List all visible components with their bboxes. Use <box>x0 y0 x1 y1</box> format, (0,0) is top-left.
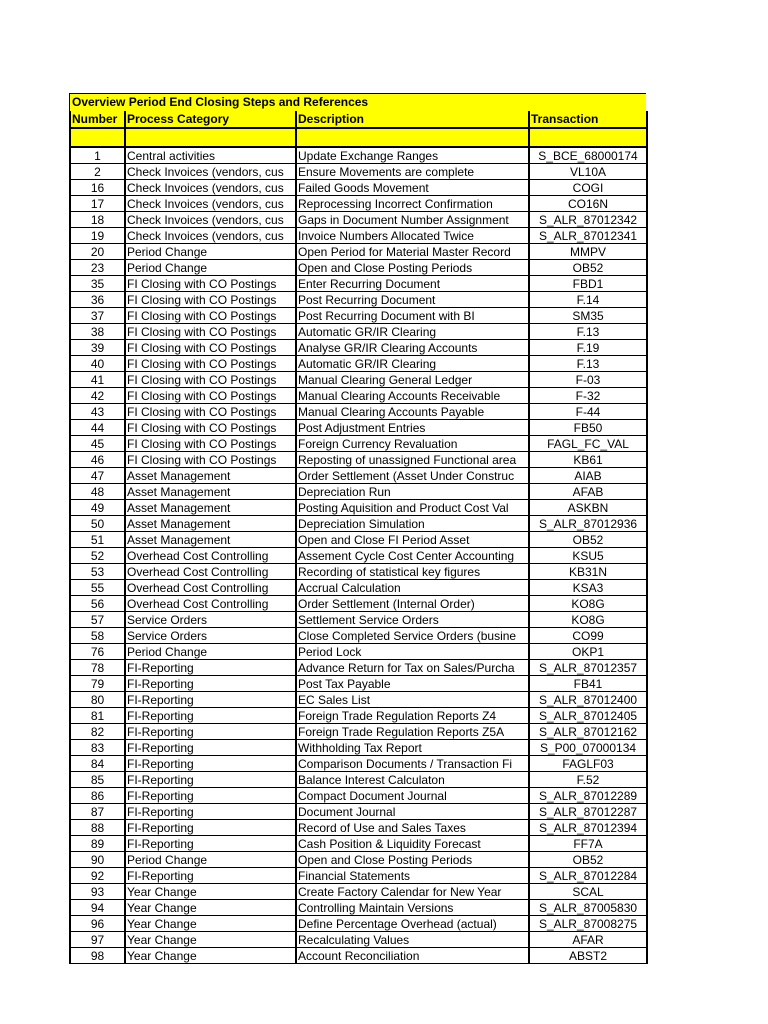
table-row <box>70 196 647 212</box>
cell-number[interactable]: 37 <box>70 308 125 324</box>
cell-description[interactable]: Ensure Movements are complete <box>296 164 529 180</box>
cell-number[interactable]: 2 <box>70 164 125 180</box>
table-row <box>70 292 647 308</box>
cell-description[interactable]: Compact Document Journal <box>296 788 529 804</box>
cell-number[interactable]: 50 <box>70 516 125 532</box>
cell-description[interactable]: Period Lock <box>296 644 529 660</box>
cell-number[interactable]: 36 <box>70 292 125 308</box>
cell-process-category[interactable]: Period Change <box>125 852 296 868</box>
cell-number[interactable]: 86 <box>70 788 125 804</box>
table-row <box>70 676 647 692</box>
cell-number[interactable]: 16 <box>70 180 125 196</box>
cell-transaction[interactable]: AFAR <box>529 932 647 948</box>
cell-number[interactable]: 19 <box>70 228 125 244</box>
cell-description[interactable]: Manual Clearing General Ledger <box>296 372 529 388</box>
table-row <box>70 612 647 628</box>
cell-description[interactable]: Manual Clearing Accounts Payable <box>296 404 529 420</box>
cell-process-category[interactable]: Asset Management <box>125 468 296 484</box>
cell-description[interactable]: Withholding Tax Report <box>296 740 529 756</box>
cell-number[interactable]: 45 <box>70 436 125 452</box>
cell-description[interactable]: Order Settlement (Internal Order) <box>296 596 529 612</box>
cell-description[interactable]: Manual Clearing Accounts Receivable <box>296 388 529 404</box>
cell-transaction[interactable]: OB52 <box>529 852 647 868</box>
cell-description[interactable]: Cash Position & Liquidity Forecast <box>296 836 529 852</box>
cell-description[interactable]: EC Sales List <box>296 692 529 708</box>
table-row <box>70 884 647 900</box>
cell-description[interactable]: Create Factory Calendar for New Year <box>296 884 529 900</box>
cell-transaction[interactable]: FB41 <box>529 676 647 692</box>
cell-number[interactable]: 20 <box>70 244 125 260</box>
cell-process-category[interactable]: Check Invoices (vendors, cus <box>125 212 296 228</box>
cell-number[interactable]: 43 <box>70 404 125 420</box>
cell-number[interactable]: 84 <box>70 756 125 772</box>
table-row <box>70 804 647 820</box>
cell-number[interactable]: 55 <box>70 580 125 596</box>
cell-process-category[interactable]: Asset Management <box>125 532 296 548</box>
cell-description[interactable]: Account Reconciliation <box>296 948 529 964</box>
cell-process-category[interactable]: FI Closing with CO Postings <box>125 276 296 292</box>
cell-transaction[interactable]: FB50 <box>529 420 647 436</box>
header-row <box>70 111 647 128</box>
cell-transaction[interactable]: FF7A <box>529 836 647 852</box>
cell-number[interactable]: 83 <box>70 740 125 756</box>
cell-number[interactable]: 38 <box>70 324 125 340</box>
cell-number[interactable]: 93 <box>70 884 125 900</box>
cell-number[interactable]: 90 <box>70 852 125 868</box>
cell-process-category[interactable]: Period Change <box>125 644 296 660</box>
cell-process-category[interactable]: FI-Reporting <box>125 868 296 884</box>
cell-number[interactable]: 40 <box>70 356 125 372</box>
cell-process-category[interactable]: FI-Reporting <box>125 756 296 772</box>
cell-description[interactable]: Open Period for Material Master Record <box>296 244 529 260</box>
cell-transaction[interactable]: KB61 <box>529 452 647 468</box>
table-row <box>70 308 647 324</box>
cell-transaction[interactable]: OKP1 <box>529 644 647 660</box>
cell-transaction[interactable]: KSU5 <box>529 548 647 564</box>
cell-process-category[interactable]: Check Invoices (vendors, cus <box>125 196 296 212</box>
cell-process-category[interactable]: FI Closing with CO Postings <box>125 420 296 436</box>
cell-transaction[interactable]: S_ALR_87012289 <box>529 788 647 804</box>
cell-description[interactable]: Depreciation Simulation <box>296 516 529 532</box>
cell-process-category[interactable]: FI-Reporting <box>125 692 296 708</box>
table-row <box>70 452 647 468</box>
cell-transaction[interactable]: S_ALR_87012394 <box>529 820 647 836</box>
table-row <box>70 628 647 644</box>
cell-description[interactable]: Reposting of unassigned Functional area <box>296 452 529 468</box>
cell-description[interactable]: Define Percentage Overhead (actual) <box>296 916 529 932</box>
cell-process-category[interactable]: FI-Reporting <box>125 740 296 756</box>
cell-number[interactable]: 82 <box>70 724 125 740</box>
cell-process-category[interactable]: Period Change <box>125 244 296 260</box>
cell-description[interactable]: Foreign Currency Revaluation <box>296 436 529 452</box>
closing-steps-table <box>69 111 648 964</box>
cell-transaction[interactable]: S_ALR_87012400 <box>529 692 647 708</box>
cell-process-category[interactable]: Check Invoices (vendors, cus <box>125 164 296 180</box>
table-row <box>70 740 647 756</box>
cell-number[interactable]: 53 <box>70 564 125 580</box>
cell-description[interactable]: Assement Cycle Cost Center Accounting <box>296 548 529 564</box>
cell-process-category[interactable]: Asset Management <box>125 500 296 516</box>
cell-number[interactable]: 52 <box>70 548 125 564</box>
cell-transaction[interactable]: F.14 <box>529 292 647 308</box>
blank-cell[interactable] <box>296 128 529 147</box>
table-row <box>70 372 647 388</box>
cell-number[interactable]: 97 <box>70 932 125 948</box>
cell-process-category[interactable]: Year Change <box>125 916 296 932</box>
table-row <box>70 852 647 868</box>
cell-process-category[interactable]: FI-Reporting <box>125 804 296 820</box>
table-row <box>70 564 647 580</box>
cell-number[interactable]: 76 <box>70 644 125 660</box>
cell-number[interactable]: 39 <box>70 340 125 356</box>
cell-transaction[interactable]: FAGLF03 <box>529 756 647 772</box>
cell-description[interactable]: Foreign Trade Regulation Reports Z4 <box>296 708 529 724</box>
table-row <box>70 756 647 772</box>
cell-description[interactable]: Foreign Trade Regulation Reports Z5A <box>296 724 529 740</box>
cell-number[interactable]: 96 <box>70 916 125 932</box>
cell-transaction[interactable]: F.13 <box>529 324 647 340</box>
table-body <box>70 147 647 964</box>
cell-process-category[interactable]: Year Change <box>125 884 296 900</box>
cell-process-category[interactable]: FI Closing with CO Postings <box>125 356 296 372</box>
cell-transaction[interactable]: S_BCE_68000174 <box>529 147 647 164</box>
header-description[interactable]: Description <box>296 111 529 128</box>
cell-transaction[interactable]: S_ALR_87012162 <box>529 724 647 740</box>
cell-process-category[interactable]: FI-Reporting <box>125 676 296 692</box>
cell-process-category[interactable]: Year Change <box>125 932 296 948</box>
table-row <box>70 708 647 724</box>
cell-transaction[interactable]: OB52 <box>529 260 647 276</box>
table-row <box>70 324 647 340</box>
table-row <box>70 356 647 372</box>
table-row <box>70 596 647 612</box>
header-number[interactable]: Number <box>70 111 125 128</box>
cell-number[interactable]: 92 <box>70 868 125 884</box>
cell-transaction[interactable]: F.52 <box>529 772 647 788</box>
cell-process-category[interactable]: FI Closing with CO Postings <box>125 292 296 308</box>
cell-process-category[interactable]: FI-Reporting <box>125 724 296 740</box>
cell-description[interactable]: Open and Close FI Period Asset <box>296 532 529 548</box>
cell-number[interactable]: 79 <box>70 676 125 692</box>
table-row <box>70 644 647 660</box>
cell-process-category[interactable]: FI-Reporting <box>125 788 296 804</box>
cell-process-category[interactable]: FI Closing with CO Postings <box>125 340 296 356</box>
cell-process-category[interactable]: FI Closing with CO Postings <box>125 404 296 420</box>
cell-transaction[interactable]: CO16N <box>529 196 647 212</box>
cell-transaction[interactable]: SCAL <box>529 884 647 900</box>
cell-description[interactable]: Post Adjustment Entries <box>296 420 529 436</box>
cell-description[interactable]: Posting Aquisition and Product Cost Val <box>296 500 529 516</box>
cell-transaction[interactable]: F.19 <box>529 340 647 356</box>
cell-description[interactable]: Open and Close Posting Periods <box>296 260 529 276</box>
cell-number[interactable]: 81 <box>70 708 125 724</box>
cell-number[interactable]: 1 <box>70 147 125 164</box>
cell-transaction[interactable]: KB31N <box>529 564 647 580</box>
table-row <box>70 147 647 164</box>
cell-process-category[interactable]: Check Invoices (vendors, cus <box>125 228 296 244</box>
cell-transaction[interactable]: S_ALR_87012357 <box>529 660 647 676</box>
table-row <box>70 692 647 708</box>
cell-process-category[interactable]: Asset Management <box>125 516 296 532</box>
cell-transaction[interactable]: KO8G <box>529 612 647 628</box>
table-row <box>70 516 647 532</box>
blank-cell[interactable] <box>529 128 647 147</box>
table-row <box>70 900 647 916</box>
cell-process-category[interactable]: Overhead Cost Controlling <box>125 564 296 580</box>
cell-description[interactable]: Post Tax Payable <box>296 676 529 692</box>
cell-transaction[interactable]: S_ALR_87012405 <box>529 708 647 724</box>
cell-process-category[interactable]: Service Orders <box>125 628 296 644</box>
table-row <box>70 244 647 260</box>
cell-transaction[interactable]: F-03 <box>529 372 647 388</box>
cell-description[interactable]: Record of Use and Sales Taxes <box>296 820 529 836</box>
cell-process-category[interactable]: Check Invoices (vendors, cus <box>125 180 296 196</box>
table-row <box>70 164 647 180</box>
blank-header-row <box>70 128 647 147</box>
cell-number[interactable]: 42 <box>70 388 125 404</box>
cell-process-category[interactable]: FI-Reporting <box>125 708 296 724</box>
cell-transaction[interactable]: ABST2 <box>529 948 647 964</box>
cell-transaction[interactable]: S_ALR_87005830 <box>529 900 647 916</box>
cell-process-category[interactable]: FI-Reporting <box>125 772 296 788</box>
table-row <box>70 932 647 948</box>
cell-process-category[interactable]: Overhead Cost Controlling <box>125 548 296 564</box>
table-row <box>70 868 647 884</box>
cell-number[interactable]: 80 <box>70 692 125 708</box>
cell-number[interactable]: 48 <box>70 484 125 500</box>
table-row <box>70 788 647 804</box>
cell-description[interactable]: Failed Goods Movement <box>296 180 529 196</box>
cell-description[interactable]: Order Settlement (Asset Under Construc <box>296 468 529 484</box>
cell-process-category[interactable]: Service Orders <box>125 612 296 628</box>
cell-description[interactable]: Balance Interest Calculaton <box>296 772 529 788</box>
cell-description[interactable]: Automatic GR/IR Clearing <box>296 324 529 340</box>
table-row <box>70 468 647 484</box>
table-row <box>70 388 647 404</box>
sheet-title[interactable]: Overview Period End Closing Steps and References <box>69 93 646 111</box>
cell-transaction[interactable]: S_P00_07000134 <box>529 740 647 756</box>
table-row <box>70 436 647 452</box>
blank-cell[interactable] <box>70 128 125 147</box>
cell-transaction[interactable]: MMPV <box>529 244 647 260</box>
cell-transaction[interactable]: FAGL_FC_VAL <box>529 436 647 452</box>
cell-description[interactable]: Automatic GR/IR Clearing <box>296 356 529 372</box>
cell-process-category[interactable]: FI-Reporting <box>125 820 296 836</box>
cell-transaction[interactable]: S_ALR_87012284 <box>529 868 647 884</box>
cell-description[interactable]: Recalculating Values <box>296 932 529 948</box>
cell-number[interactable]: 87 <box>70 804 125 820</box>
cell-description[interactable]: Update Exchange Ranges <box>296 147 529 164</box>
cell-transaction[interactable]: F-44 <box>529 404 647 420</box>
cell-transaction[interactable]: S_ALR_87012341 <box>529 228 647 244</box>
cell-description[interactable]: Depreciation Run <box>296 484 529 500</box>
cell-description[interactable]: Gaps in Document Number Assignment <box>296 212 529 228</box>
cell-number[interactable]: 56 <box>70 596 125 612</box>
cell-description[interactable]: Financial Statements <box>296 868 529 884</box>
cell-number[interactable]: 35 <box>70 276 125 292</box>
cell-description[interactable]: Recording of statistical key figures <box>296 564 529 580</box>
cell-process-category[interactable]: FI Closing with CO Postings <box>125 436 296 452</box>
cell-number[interactable]: 18 <box>70 212 125 228</box>
cell-number[interactable]: 47 <box>70 468 125 484</box>
table-row <box>70 820 647 836</box>
cell-description[interactable]: Controlling Maintain Versions <box>296 900 529 916</box>
cell-transaction[interactable]: FBD1 <box>529 276 647 292</box>
cell-process-category[interactable]: Period Change <box>125 260 296 276</box>
cell-process-category[interactable]: FI-Reporting <box>125 836 296 852</box>
cell-transaction[interactable]: VL10A <box>529 164 647 180</box>
cell-process-category[interactable]: Overhead Cost Controlling <box>125 596 296 612</box>
cell-transaction[interactable]: OB52 <box>529 532 647 548</box>
table-row <box>70 180 647 196</box>
cell-number[interactable]: 58 <box>70 628 125 644</box>
table-row <box>70 660 647 676</box>
table-row <box>70 276 647 292</box>
cell-number[interactable]: 98 <box>70 948 125 964</box>
cell-process-category[interactable]: FI-Reporting <box>125 660 296 676</box>
table-row <box>70 228 647 244</box>
cell-description[interactable]: Close Completed Service Orders (busine <box>296 628 529 644</box>
cell-description[interactable]: Document Journal <box>296 804 529 820</box>
cell-process-category[interactable]: FI Closing with CO Postings <box>125 372 296 388</box>
table-row <box>70 548 647 564</box>
cell-description[interactable]: Accrual Calculation <box>296 580 529 596</box>
header-process-category[interactable]: Process Category <box>125 111 296 128</box>
cell-description[interactable]: Post Recurring Document with BI <box>296 308 529 324</box>
cell-description[interactable]: Post Recurring Document <box>296 292 529 308</box>
cell-description[interactable]: Enter Recurring Document <box>296 276 529 292</box>
cell-description[interactable]: Advance Return for Tax on Sales/Purcha <box>296 660 529 676</box>
cell-transaction[interactable]: SM35 <box>529 308 647 324</box>
cell-process-category[interactable]: Overhead Cost Controlling <box>125 580 296 596</box>
cell-process-category[interactable]: Year Change <box>125 900 296 916</box>
spreadsheet <box>69 93 646 964</box>
cell-process-category[interactable]: FI Closing with CO Postings <box>125 388 296 404</box>
table-row <box>70 724 647 740</box>
cell-description[interactable]: Settlement Service Orders <box>296 612 529 628</box>
table-row <box>70 532 647 548</box>
cell-transaction[interactable]: F-32 <box>529 388 647 404</box>
cell-process-category[interactable]: FI Closing with CO Postings <box>125 324 296 340</box>
cell-transaction[interactable]: AFAB <box>529 484 647 500</box>
table-row <box>70 340 647 356</box>
cell-process-category[interactable]: Year Change <box>125 948 296 964</box>
cell-description[interactable]: Comparison Documents / Transaction Fi <box>296 756 529 772</box>
cell-number[interactable]: 17 <box>70 196 125 212</box>
cell-process-category[interactable]: Asset Management <box>125 484 296 500</box>
cell-transaction[interactable]: S_ALR_87008275 <box>529 916 647 932</box>
cell-number[interactable]: 88 <box>70 820 125 836</box>
cell-transaction[interactable]: AIAB <box>529 468 647 484</box>
table-row <box>70 260 647 276</box>
cell-description[interactable]: Reprocessing Incorrect Confirmation <box>296 196 529 212</box>
cell-transaction[interactable]: CO99 <box>529 628 647 644</box>
cell-number[interactable]: 44 <box>70 420 125 436</box>
cell-transaction[interactable]: S_ALR_87012936 <box>529 516 647 532</box>
cell-number[interactable]: 78 <box>70 660 125 676</box>
cell-description[interactable]: Analyse GR/IR Clearing Accounts <box>296 340 529 356</box>
table-row <box>70 212 647 228</box>
cell-number[interactable]: 23 <box>70 260 125 276</box>
cell-process-category[interactable]: Central activities <box>125 147 296 164</box>
cell-number[interactable]: 89 <box>70 836 125 852</box>
cell-number[interactable]: 41 <box>70 372 125 388</box>
table-row <box>70 580 647 596</box>
table-row <box>70 420 647 436</box>
cell-description[interactable]: Open and Close Posting Periods <box>296 852 529 868</box>
table-row <box>70 772 647 788</box>
cell-transaction[interactable]: ASKBN <box>529 500 647 516</box>
cell-process-category[interactable]: FI Closing with CO Postings <box>125 308 296 324</box>
cell-number[interactable]: 94 <box>70 900 125 916</box>
header-transaction[interactable]: Transaction <box>529 111 647 128</box>
cell-number[interactable]: 57 <box>70 612 125 628</box>
cell-number[interactable]: 46 <box>70 452 125 468</box>
table-row <box>70 484 647 500</box>
table-row <box>70 404 647 420</box>
table-row <box>70 916 647 932</box>
cell-number[interactable]: 49 <box>70 500 125 516</box>
blank-cell[interactable] <box>125 128 296 147</box>
cell-transaction[interactable]: F.13 <box>529 356 647 372</box>
cell-number[interactable]: 85 <box>70 772 125 788</box>
table-row <box>70 948 647 964</box>
table-row <box>70 500 647 516</box>
cell-process-category[interactable]: FI Closing with CO Postings <box>125 452 296 468</box>
cell-transaction[interactable]: KO8G <box>529 596 647 612</box>
cell-number[interactable]: 51 <box>70 532 125 548</box>
table-row <box>70 836 647 852</box>
cell-transaction[interactable]: S_ALR_87012342 <box>529 212 647 228</box>
cell-transaction[interactable]: S_ALR_87012287 <box>529 804 647 820</box>
cell-transaction[interactable]: COGI <box>529 180 647 196</box>
cell-description[interactable]: Invoice Numbers Allocated Twice <box>296 228 529 244</box>
cell-transaction[interactable]: KSA3 <box>529 580 647 596</box>
